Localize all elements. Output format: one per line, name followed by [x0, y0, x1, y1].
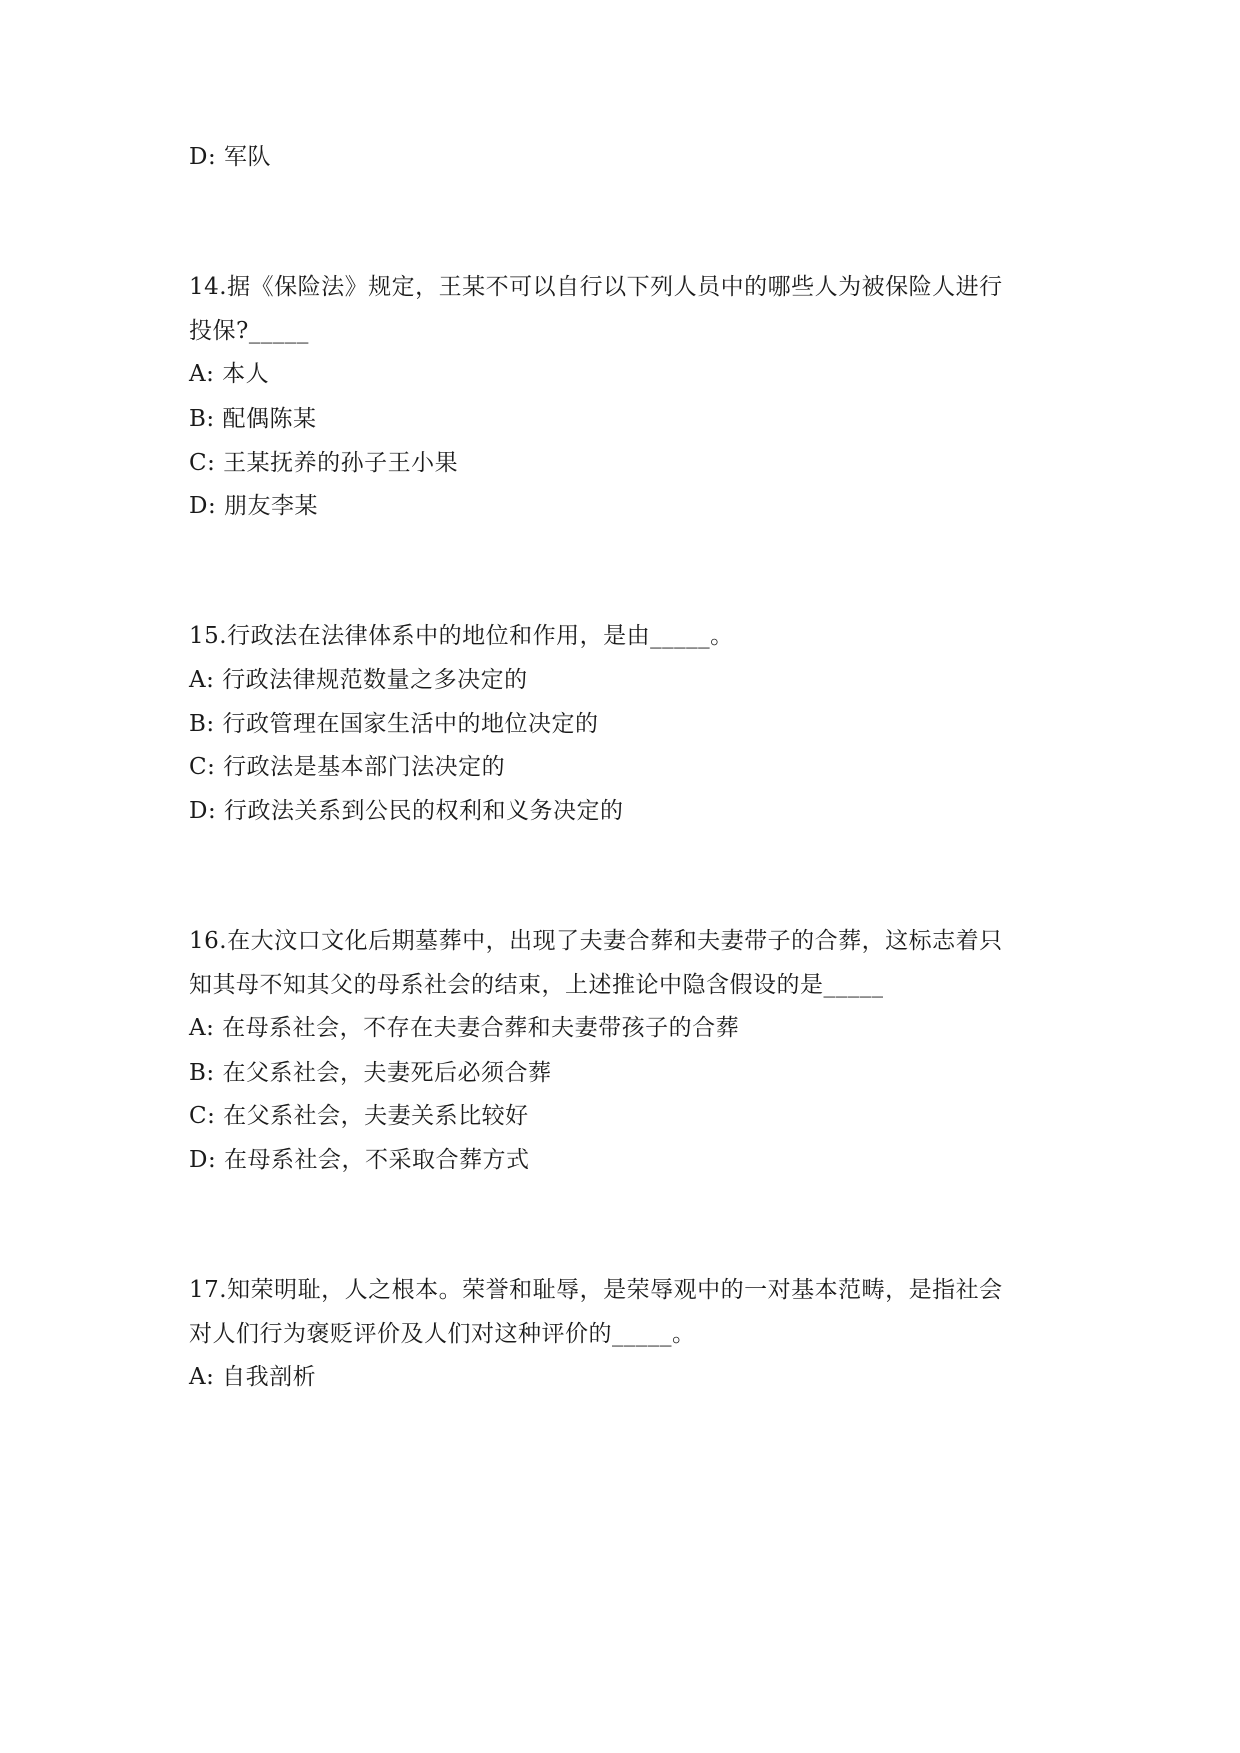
option-c: C: 行政法是基本部门法决定的: [189, 754, 506, 780]
option-b: B: 行政管理在国家生活中的地位决定的: [189, 711, 599, 737]
option-b: B: 在父系社会，夫妻死后必须合葬: [189, 1060, 552, 1086]
option-d: D: 行政法关系到公民的权利和义务决定的: [189, 798, 624, 824]
option-a: A: 本人: [189, 361, 270, 387]
question-17-line-2: 对人们行为褒贬评价及人们对这种评价的_____。: [189, 1321, 696, 1347]
question-14-line-1: 14.据《保险法》规定，王某不可以自行以下列人员中的哪些人为被保险人进行: [189, 274, 1003, 300]
option-c: C: 在父系社会，夫妻关系比较好: [189, 1103, 529, 1129]
option-c: C: 王某抚养的孙子王小果: [189, 450, 459, 476]
question-17-line-1: 17.知荣明耻，人之根本。荣誉和耻辱，是荣辱观中的一对基本范畴，是指社会: [189, 1277, 1003, 1303]
option-b: B: 配偶陈某: [189, 406, 317, 432]
question-16-line-2: 知其母不知其父的母系社会的结束，上述推论中隐含假设的是_____: [189, 972, 884, 998]
question-16-line-1: 16.在大汶口文化后期墓葬中，出现了夫妻合葬和夫妻带子的合葬，这标志着只: [189, 928, 1003, 954]
option-d: D: 在母系社会，不采取合葬方式: [189, 1147, 530, 1173]
question-15-line-1: 15.行政法在法律体系中的地位和作用，是由_____。: [189, 623, 734, 649]
question-14-line-2: 投保?_____: [189, 318, 309, 344]
option-a: A: 行政法律规范数量之多决定的: [189, 667, 528, 693]
option-a: A: 自我剖析: [189, 1364, 317, 1390]
option-d: D: 军队: [189, 144, 272, 170]
option-d: D: 朋友李某: [189, 493, 319, 519]
option-a: A: 在母系社会，不存在夫妻合葬和夫妻带孩子的合葬: [189, 1015, 740, 1041]
